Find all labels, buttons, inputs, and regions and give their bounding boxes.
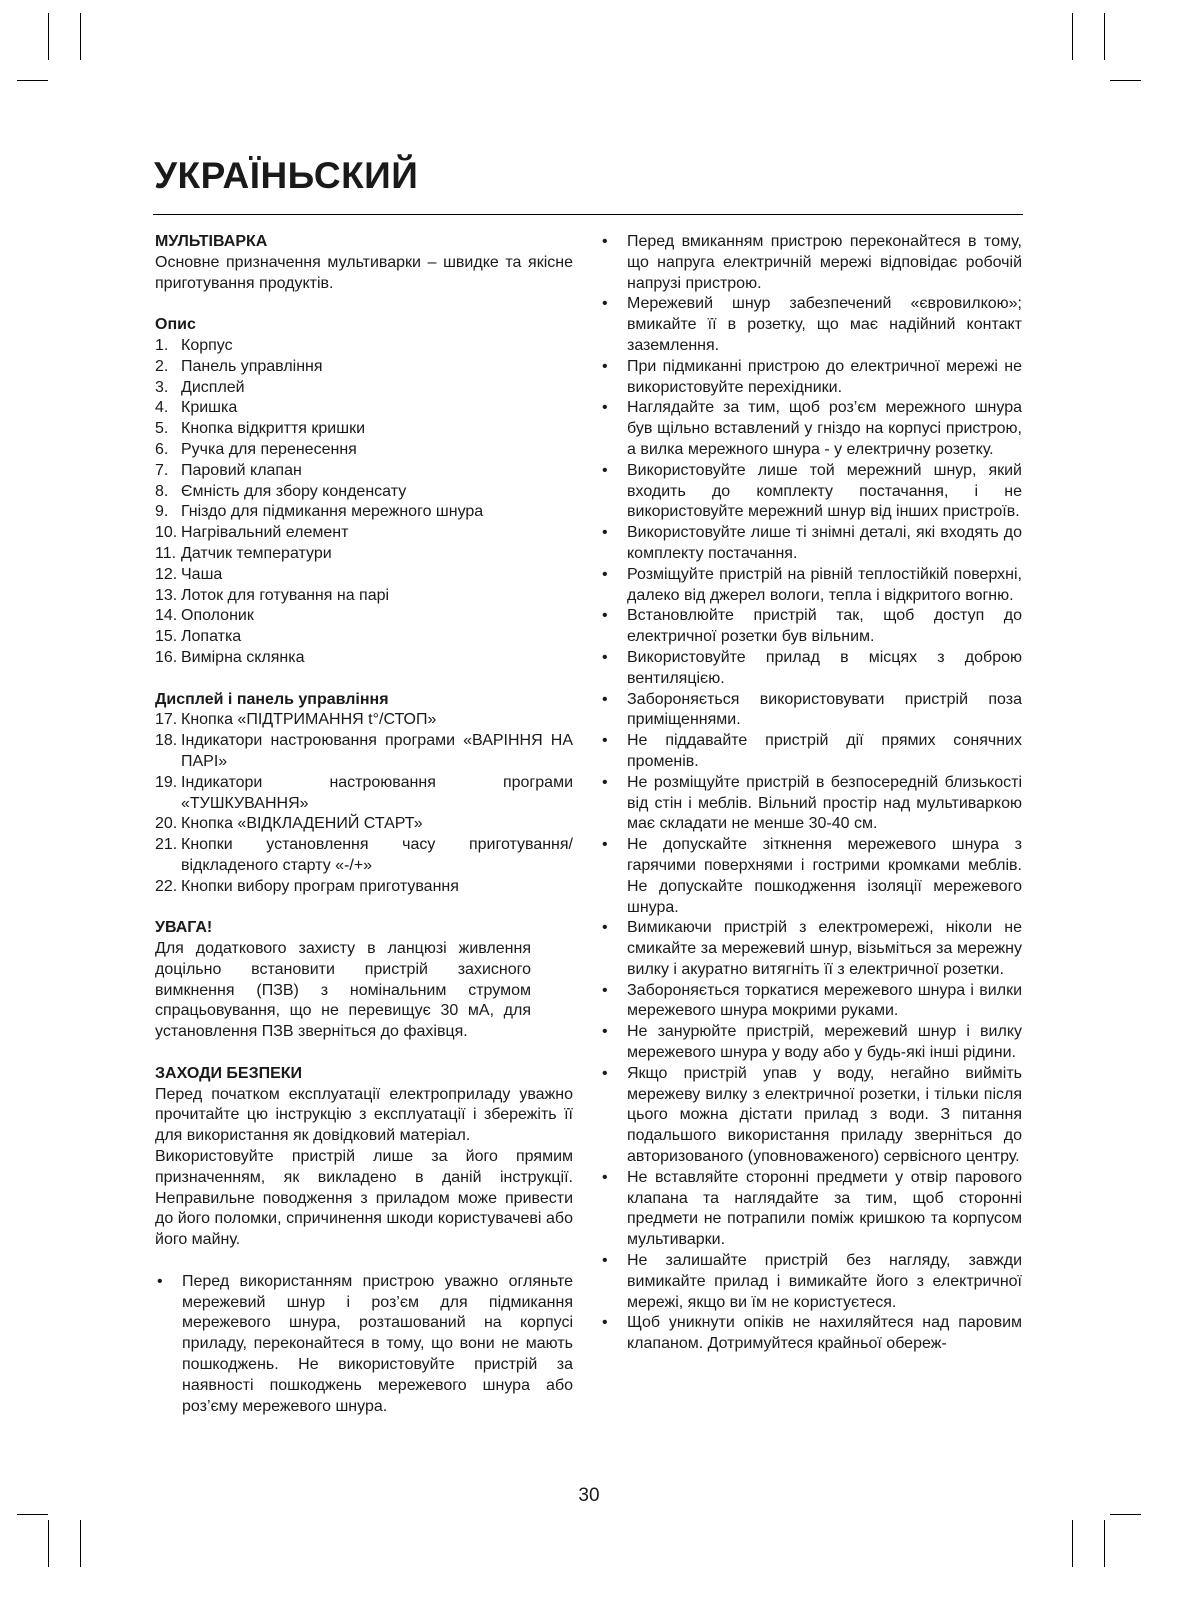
- list-item: [600, 523, 1022, 565]
- bullet-icon: •: [602, 524, 608, 542]
- list-item: [155, 419, 573, 440]
- list-item-text: Кнопки вибору програм приготування: [181, 877, 459, 895]
- list-item: [155, 648, 573, 669]
- list-item: [155, 336, 573, 357]
- list-item-text: Дисплей: [181, 378, 245, 396]
- list-item-text: Не допускайте зіткнення мережевого шнура з гарячими поверхнями і гострими кромками меблів. Не допускайте пошкодження ізоляції мережевого шнура.: [627, 836, 1022, 916]
- list-item: [600, 606, 1022, 648]
- list-item: [155, 773, 573, 815]
- crop-mark: [1110, 1514, 1141, 1515]
- safety-paragraph: Використовуйте пристрій лише за його прямим призначенням, як викладено в даній інструкції. Неправильне поводження з приладом може привести до його поломки, спричинення шкоди користувачеві або його майну.: [155, 1148, 573, 1249]
- list-item: [600, 1064, 1022, 1168]
- list-item-text: Не вставляйте сторонні предмети у отвір парового клапана та наглядайте за тим, щоб сторонні предмети не потрапили поміж кришкою та корпусом мультиварки.: [627, 1168, 1022, 1249]
- bullet-icon: •: [602, 1314, 608, 1332]
- section-heading-safety: ЗАХОДИ БЕЗПЕКИ: [155, 1064, 303, 1082]
- bullet-icon: •: [602, 836, 608, 854]
- list-item-number: 17.: [155, 711, 178, 729]
- list-item-text: Датчик температури: [181, 544, 332, 562]
- crop-mark: [80, 13, 81, 60]
- list-item: [155, 586, 573, 607]
- list-item-number: 20.: [155, 815, 178, 833]
- list-item: [600, 981, 1022, 1023]
- list-item: [600, 294, 1022, 356]
- list-item-text: Кришка: [181, 399, 238, 417]
- section-heading-description: Опис: [155, 316, 196, 334]
- crop-mark: [1104, 1520, 1105, 1567]
- list-item-number: 4.: [155, 399, 169, 417]
- bullet-icon: •: [602, 981, 608, 999]
- page-title: УКРАЇНЬСКИЙ: [154, 155, 419, 196]
- list-item-text: Якщо пристрій упав у воду, негайно вийміть мережеву вилку з електричної розетки, і тільки після цього можна дістати прилад з води. З питання подальшого використання приладу зверніться до авторизованого (уповноваженого) сервісного центру.: [627, 1064, 1022, 1166]
- safety-paragraph: Перед початком експлуатації електроприладу уважно прочитайте цю інструкцію з експлуатації і збережіть її для використання як довідковий матеріал.: [155, 1085, 573, 1145]
- bullet-icon: •: [602, 690, 608, 708]
- list-item: [155, 835, 573, 877]
- bullet-icon: •: [602, 295, 608, 313]
- list-item: [155, 731, 573, 773]
- list-item: [600, 1251, 1022, 1313]
- list-item-text: Паровий клапан: [181, 461, 302, 479]
- list-item-text: Гніздо для підмикання мережного шнура: [181, 503, 484, 521]
- list-item: [155, 1272, 573, 1418]
- list-item-text: Мережевий шнур забезпечений «євровилкою»; вмикайте її в розетку, що має надійний контакт заземлення.: [627, 295, 1022, 354]
- list-item-number: 15.: [155, 628, 178, 646]
- list-item-text: Кнопки установлення часу приготування/відкладеного старту «-/+»: [181, 836, 573, 874]
- list-item: [600, 1313, 1022, 1355]
- list-item: [155, 523, 573, 544]
- list-item-text: Не розміщуйте пристрій в безпосередній близькості від стін і меблів. Вільний простір над мультиваркою має складати не менше 30-40 см.: [627, 773, 1022, 833]
- title-rule: [153, 214, 1023, 215]
- list-item: [600, 398, 1022, 460]
- list-item-text: Наглядайте за тим, щоб роз’єм мережного шнура був щільно вставлений у гніздо на корпусі пристрою, а вилка мережного шнура - у електричну розетку.: [627, 399, 1022, 458]
- list-item: [155, 814, 573, 835]
- crop-mark: [1072, 13, 1073, 60]
- list-item-number: 14.: [155, 607, 178, 625]
- list-item-number: 9.: [155, 503, 169, 521]
- list-item: [600, 565, 1022, 607]
- list-item-text: Не піддавайте пристрій дії прямих сонячних променів.: [627, 732, 1022, 770]
- list-item: [155, 482, 573, 503]
- list-item-text: Індикатори настроювання програми «ТУШКУВАННЯ»: [181, 773, 573, 812]
- list-item-text: Індикатори настроювання програми «ВАРІННЯ НА ПАРІ»: [181, 732, 573, 770]
- list-item: [155, 378, 573, 399]
- list-item-text: Встановлюйте пристрій так, щоб доступ до електричної розетки був вільним.: [627, 607, 1022, 646]
- list-item-number: 7.: [155, 461, 169, 479]
- list-item-number: 8.: [155, 482, 169, 500]
- list-item-number: 21.: [155, 836, 178, 854]
- bullet-icon: •: [602, 233, 608, 250]
- list-item-text: Перед вмиканням пристрою переконайтеся в тому, що напруга електричній мережі відповідає робочій напрузі пристрою.: [627, 233, 1022, 292]
- list-item: [600, 461, 1022, 523]
- list-item-number: 5.: [155, 420, 169, 438]
- list-item: [155, 544, 573, 565]
- list-item: [155, 357, 573, 378]
- list-item-number: 11.: [155, 544, 177, 562]
- left-column: [155, 232, 573, 1417]
- description-list: [155, 336, 573, 669]
- bullet-icon: •: [602, 732, 608, 750]
- list-item-number: 6.: [155, 440, 169, 458]
- right-column: [600, 232, 1022, 1355]
- list-item: [600, 232, 1022, 294]
- panel-list: [155, 710, 573, 897]
- bullet-icon: •: [602, 648, 608, 666]
- list-item-text: Використовуйте прилад в місцях з доброю вентиляцією.: [627, 648, 1022, 687]
- crop-mark: [1104, 13, 1105, 60]
- list-item: [600, 648, 1022, 690]
- list-item-number: 10.: [155, 524, 178, 542]
- list-item: [600, 357, 1022, 399]
- section-heading-display-panel: Дисплей і панель управління: [155, 690, 389, 708]
- list-item-text: Використовуйте лише ті знімні деталі, які входять до комплекту постачання.: [627, 524, 1022, 562]
- page-number: 30: [578, 1485, 600, 1506]
- list-item-text: Лоток для готування на парі: [181, 586, 390, 604]
- list-item-number: 18.: [155, 732, 178, 750]
- list-item-text: Чаша: [181, 565, 223, 583]
- list-item: [600, 731, 1022, 773]
- list-item-text: Лопатка: [181, 628, 242, 646]
- list-item: [600, 1022, 1022, 1064]
- bullet-icon: •: [602, 565, 608, 583]
- crop-mark: [48, 1520, 49, 1567]
- crop-mark: [1072, 1520, 1073, 1567]
- list-item-text: Використовуйте лише той мережний шнур, який входить до комплекту постачання, і не використовуйте мережний шнур від інших пристроїв.: [627, 461, 1022, 521]
- list-item: [155, 565, 573, 586]
- list-item-number: 16.: [155, 648, 178, 666]
- list-item-text: Панель управління: [181, 357, 323, 375]
- list-item: [155, 606, 573, 627]
- list-item-number: 22.: [155, 877, 178, 895]
- bullet-icon: •: [602, 1168, 608, 1186]
- list-item-number: 2.: [155, 357, 169, 375]
- list-item: [155, 461, 573, 482]
- bullet-icon: •: [602, 1252, 608, 1270]
- list-item: [600, 835, 1022, 918]
- list-item-text: Ручка для перенесення: [181, 440, 357, 458]
- bullet-icon: •: [602, 399, 608, 417]
- list-item-number: 13.: [155, 586, 178, 604]
- list-item: [600, 918, 1022, 980]
- list-item-number: 12.: [155, 565, 178, 583]
- list-item-number: 1.: [155, 336, 169, 354]
- list-item: [600, 690, 1022, 732]
- list-item-text: Ополоник: [181, 607, 254, 625]
- list-item-text: Не занурюйте пристрій, мережевий шнур і вилку мережевого шнура у воду або у будь-які інші рідини.: [627, 1023, 1022, 1062]
- crop-mark: [17, 1514, 48, 1515]
- bullet-icon: •: [602, 1064, 608, 1082]
- list-item-text: Кнопка «ПІДТРИМАННЯ t°/СТОП»: [181, 711, 437, 729]
- crop-mark: [48, 13, 49, 60]
- bullet-icon: •: [602, 607, 608, 625]
- list-item: [155, 502, 573, 523]
- warning-paragraph: Для додаткового захисту в ланцюзі живлення доцільно встановити пристрій захисного вимкнення (ПЗВ) з номінальним струмом спрацьовування, що не перевищує 30 мА, для установлення ПЗВ зверніться до фахівця.: [155, 940, 531, 1041]
- crop-mark: [80, 1520, 81, 1567]
- list-item-text: Забороняється використовувати пристрій поза приміщеннями.: [627, 690, 1022, 729]
- list-item: [155, 710, 573, 731]
- list-item-number: 19.: [155, 773, 178, 791]
- list-item-text: Корпус: [181, 336, 233, 354]
- crop-mark: [17, 80, 48, 81]
- list-item-text: При підмиканні пристрою до електричної мережі не використовуйте перехідники.: [627, 357, 1022, 396]
- list-item-text: Нагрівальний елемент: [181, 524, 349, 542]
- bullet-icon: •: [602, 461, 608, 479]
- section-heading-warning: УВАГА!: [155, 919, 213, 937]
- list-item-text: Вимикаючи пристрій з електромережі, ніколи не смикайте за мережевий шнур, візьміться за мережну вилку і акуратно витягніть її з електричної розетки.: [627, 919, 1022, 978]
- list-item-text: Розміщуйте пристрій на рівній теплостійкій поверхні, далеко від джерел вологи, тепла і відкритого вогню.: [627, 565, 1022, 604]
- list-item-number: 3.: [155, 378, 169, 396]
- list-item: [155, 440, 573, 461]
- list-item-text: Кнопка «ВІДКЛАДЕНИЙ СТАРТ»: [181, 815, 423, 833]
- bullet-icon: •: [602, 773, 608, 791]
- list-item-text: Щоб уникнути опіків не нахиляйтеся над паровим клапаном. Дотримуйтеся крайньої обереж-: [627, 1314, 1022, 1353]
- list-item: [600, 1168, 1022, 1251]
- crop-mark: [1110, 80, 1141, 81]
- list-item-text: Перед використанням пристрою уважно огляньте мережевий шнур і роз’єм для підмикання мережевого шнура, розташований на корпусі приладу, переконайтеся в тому, що вони не мають пошкоджень. Не використовуйте пристрій за наявності пошкоджень мережевого шнура або роз’єму мережевого шнура.: [182, 1272, 573, 1415]
- list-item: [155, 627, 573, 648]
- bullet-icon: •: [602, 357, 608, 375]
- section-heading-multicooker: МУЛЬТІВАРКА: [155, 233, 268, 250]
- list-item-text: Вимірна склянка: [181, 648, 305, 666]
- list-item: [155, 398, 573, 419]
- list-item-text: Кнопка відкриття кришки: [181, 420, 366, 438]
- list-item-text: Ємність для збору конденсату: [181, 482, 407, 500]
- bullet-icon: •: [602, 1023, 608, 1041]
- intro-paragraph: Основне призначення мультиварки – швидке та якісне приготування продуктів.: [155, 253, 573, 292]
- list-item-text: Забороняється торкатися мережевого шнура і вилки мережевого шнура мокрими руками.: [627, 981, 1022, 1020]
- list-item: [600, 773, 1022, 835]
- list-item: [155, 877, 573, 898]
- bullet-icon: •: [157, 1272, 163, 1290]
- bullet-icon: •: [602, 919, 608, 937]
- list-item-text: Не залишайте пристрій без нагляду, завжди вимикайте прилад і вимикайте його з електричної мережі, якщо ви їм не користуєтеся.: [627, 1252, 1022, 1311]
